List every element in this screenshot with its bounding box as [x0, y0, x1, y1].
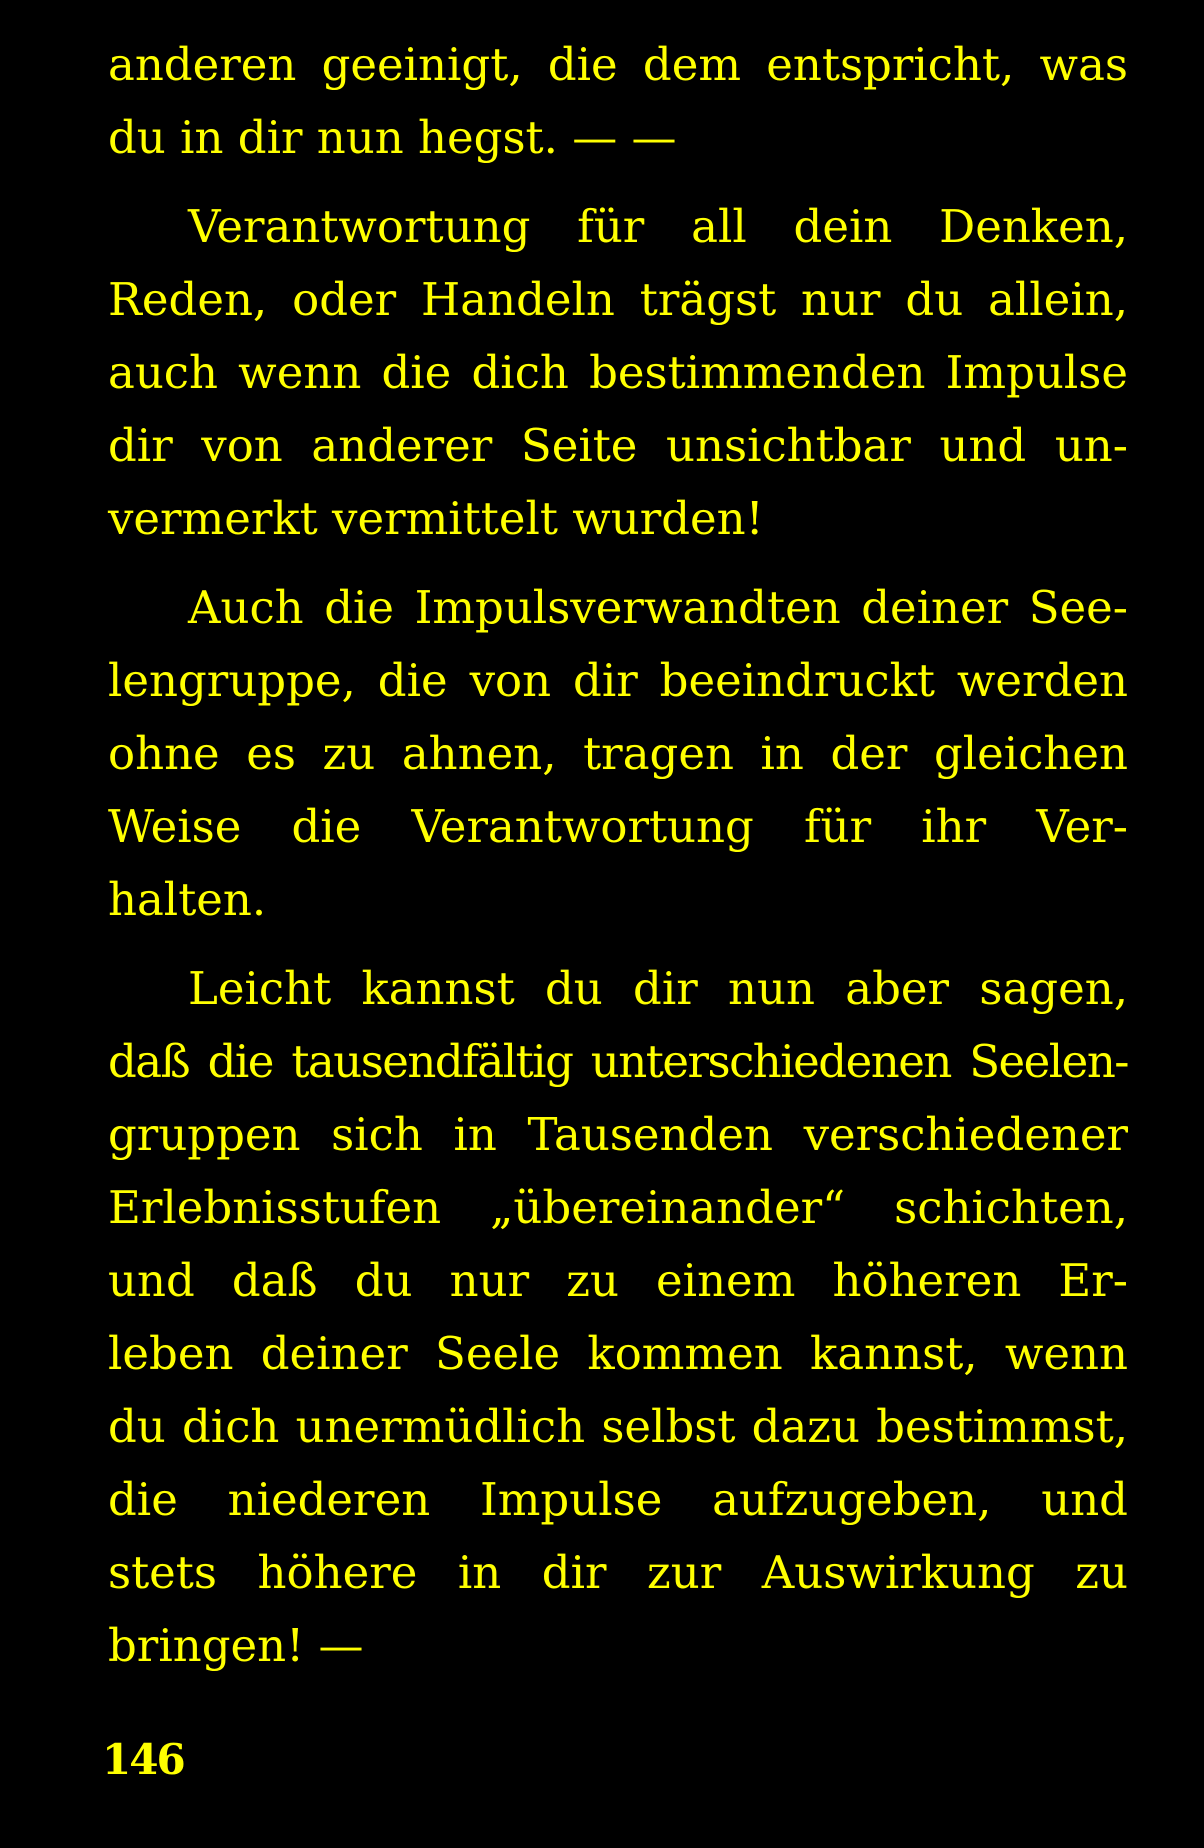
- text-line: gruppen sich in Tausenden verschiedener: [108, 1108, 1128, 1161]
- text-line: stets höhere in dir zur Auswirkung zu: [108, 1546, 1128, 1599]
- paragraph-3: [108, 571, 1128, 936]
- text-line: und daß du nur zu einem höheren Er-: [108, 1254, 1128, 1307]
- text-line: du dich unermüdlich selbst dazu bestimmst,: [108, 1400, 1128, 1453]
- paragraph-1: [108, 28, 1128, 174]
- text-line: bringen! —: [108, 1619, 364, 1672]
- text-line: daß die tausendfältig unterschiedenen Seelen-: [108, 1035, 1128, 1088]
- text-line: Weise die Verantwortung für ihr Ver-: [108, 800, 1128, 853]
- text-line: Verantwortung für all dein Denken,: [188, 200, 1128, 253]
- text-line: dir von anderer Seite unsichtbar und un-: [108, 419, 1128, 472]
- text-line: du in dir nun hegst. — —: [108, 111, 677, 164]
- text-line: Auch die Impulsverwandten deiner See-: [188, 581, 1128, 634]
- text-line: die niederen Impulse aufzugeben, und: [108, 1473, 1128, 1526]
- text-line: halten.: [108, 873, 267, 926]
- text-line: anderen geeinigt, die dem entspricht, was: [108, 38, 1128, 91]
- text-line: ohne es zu ahnen, tragen in der gleichen: [108, 727, 1128, 780]
- text-line: lengruppe, die von dir beeindruckt werden: [108, 654, 1128, 707]
- paragraph-2: [108, 190, 1128, 555]
- text-line: auch wenn die dich bestimmenden Impulse: [108, 346, 1128, 399]
- text-line: leben deiner Seele kommen kannst, wenn: [108, 1327, 1128, 1380]
- paragraph-4: [108, 952, 1128, 1682]
- text-line: Erlebnisstufen „übereinander“ schichten,: [108, 1181, 1128, 1234]
- text-line: vermerkt vermittelt wurden!: [108, 492, 764, 545]
- text-line: Leicht kannst du dir nun aber sagen,: [188, 962, 1128, 1015]
- text-line: Reden, oder Handeln trägst nur du allein,: [108, 273, 1128, 326]
- page-number: 146: [102, 1735, 184, 1784]
- page-text: [108, 28, 1128, 1682]
